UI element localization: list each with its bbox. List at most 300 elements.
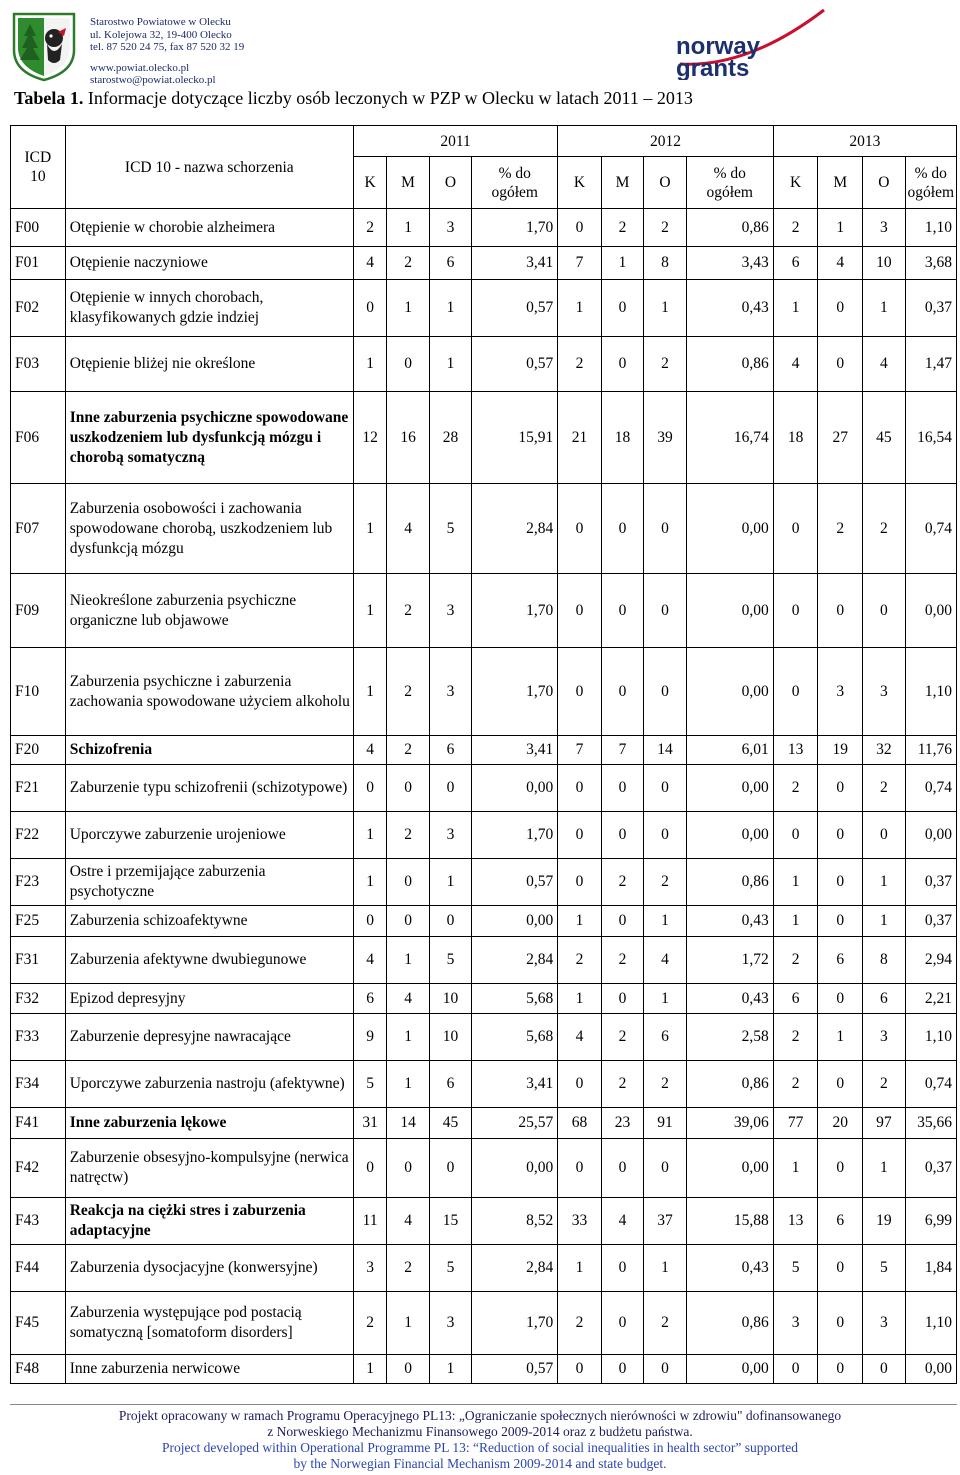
percent-cell: 1,10: [905, 1014, 956, 1061]
count-cell: 3: [773, 1292, 818, 1355]
count-cell: 14: [644, 736, 686, 765]
count-cell: 0: [644, 484, 686, 574]
icd-code-cell: F31: [11, 937, 66, 984]
count-cell: 0: [601, 1139, 643, 1198]
disease-name-cell: Reakcja na ciężki stres i zaburzenia adaptacyjne: [65, 1198, 353, 1245]
percent-cell: 0,00: [686, 765, 773, 812]
icd-code-cell: F42: [11, 1139, 66, 1198]
count-cell: 13: [773, 1198, 818, 1245]
header-o: O: [644, 157, 686, 209]
count-cell: 0: [818, 765, 863, 812]
percent-cell: 0,00: [686, 1355, 773, 1384]
county-crest-icon: [10, 10, 78, 82]
page-header: [0, 0, 960, 90]
count-cell: 32: [863, 736, 905, 765]
count-cell: 0: [558, 574, 602, 648]
count-cell: 0: [644, 812, 686, 859]
count-cell: 8: [863, 937, 905, 984]
disease-name-cell: Zaburzenia osobowości i zachowania spowodowane chorobą, uszkodzeniem lub dysfunkcją mózgu: [65, 484, 353, 574]
count-cell: 2: [818, 484, 863, 574]
percent-cell: 0,00: [686, 484, 773, 574]
count-cell: 45: [429, 1108, 471, 1139]
count-cell: 4: [558, 1014, 602, 1061]
icd-code-cell: F25: [11, 906, 66, 937]
count-cell: 23: [601, 1108, 643, 1139]
count-cell: 3: [818, 648, 863, 736]
count-cell: 0: [863, 574, 905, 648]
percent-cell: 0,43: [686, 280, 773, 337]
count-cell: 1: [773, 859, 818, 906]
count-cell: 3: [863, 1292, 905, 1355]
count-cell: 2: [863, 765, 905, 812]
count-cell: 4: [387, 1198, 429, 1245]
percent-cell: 11,76: [905, 736, 956, 765]
percent-cell: 1,47: [905, 337, 956, 392]
count-cell: 6: [429, 736, 471, 765]
count-cell: 15: [429, 1198, 471, 1245]
count-cell: 6: [353, 984, 387, 1014]
count-cell: 77: [773, 1108, 818, 1139]
count-cell: 16: [387, 392, 429, 484]
count-cell: 0: [387, 859, 429, 906]
count-cell: 1: [558, 984, 602, 1014]
count-cell: 0: [773, 574, 818, 648]
count-cell: 5: [429, 1245, 471, 1292]
percent-cell: 0,86: [686, 1292, 773, 1355]
count-cell: 6: [818, 937, 863, 984]
count-cell: 0: [601, 484, 643, 574]
count-cell: 3: [863, 209, 905, 247]
count-cell: 5: [773, 1245, 818, 1292]
count-cell: 91: [644, 1108, 686, 1139]
count-cell: 8: [644, 247, 686, 280]
table-row: [11, 906, 957, 937]
icd-code-cell: F41: [11, 1108, 66, 1139]
footer-pl-line-1: Projekt opracowany w ramach Programu Operacyjnego PL13: „Ograniczanie społecznych nierówności w zdrowiu" dofinansowanego: [118, 1408, 842, 1423]
count-cell: 1: [353, 484, 387, 574]
percent-cell: 0,37: [905, 1139, 956, 1198]
header-year-2011: 2011: [353, 126, 557, 157]
icd-code-cell: F07: [11, 484, 66, 574]
disease-name-cell: Zaburzenia dysocjacyjne (konwersyjne): [65, 1245, 353, 1292]
count-cell: 5: [429, 484, 471, 574]
count-cell: 3: [429, 209, 471, 247]
count-cell: 0: [644, 648, 686, 736]
count-cell: 1: [353, 859, 387, 906]
count-cell: 1: [429, 1355, 471, 1384]
count-cell: 2: [601, 209, 643, 247]
percent-cell: 2,94: [905, 937, 956, 984]
count-cell: 0: [601, 280, 643, 337]
percent-cell: 0,00: [686, 1139, 773, 1198]
count-cell: 28: [429, 392, 471, 484]
header-o: O: [429, 157, 471, 209]
count-cell: 19: [863, 1198, 905, 1245]
count-cell: 18: [601, 392, 643, 484]
percent-cell: 1,84: [905, 1245, 956, 1292]
count-cell: 1: [387, 280, 429, 337]
count-cell: 21: [558, 392, 602, 484]
percent-cell: 15,88: [686, 1198, 773, 1245]
count-cell: 11: [353, 1198, 387, 1245]
count-cell: 1: [387, 1014, 429, 1061]
count-cell: 4: [353, 937, 387, 984]
count-cell: 1: [773, 280, 818, 337]
disease-name-cell: Uporczywe zaburzenie urojeniowe: [65, 812, 353, 859]
count-cell: 6: [773, 984, 818, 1014]
count-cell: 12: [353, 392, 387, 484]
count-cell: 1: [387, 1292, 429, 1355]
count-cell: 0: [601, 1355, 643, 1384]
count-cell: 6: [429, 247, 471, 280]
count-cell: 3: [429, 574, 471, 648]
count-cell: 1: [773, 906, 818, 937]
icd-code-cell: F48: [11, 1355, 66, 1384]
footer-en-line-2: by the Norwegian Financial Mechanism 2009-2014 and state budget.: [293, 1456, 667, 1471]
percent-cell: 1,72: [686, 937, 773, 984]
percent-cell: 0,00: [686, 812, 773, 859]
percent-cell: 6,01: [686, 736, 773, 765]
count-cell: 1: [353, 337, 387, 392]
header-icd-code: ICD 10: [11, 126, 66, 209]
disease-name-cell: Otępienie naczyniowe: [65, 247, 353, 280]
count-cell: 2: [773, 937, 818, 984]
icd-code-cell: F20: [11, 736, 66, 765]
icd-code-cell: F33: [11, 1014, 66, 1061]
count-cell: 0: [644, 574, 686, 648]
percent-cell: 0,00: [472, 1139, 558, 1198]
count-cell: 2: [558, 337, 602, 392]
count-cell: 1: [644, 280, 686, 337]
count-cell: 0: [601, 906, 643, 937]
percent-cell: 0,86: [686, 337, 773, 392]
table-row: [11, 859, 957, 906]
percent-cell: 25,57: [472, 1108, 558, 1139]
disease-name-cell: Nieokreślone zaburzenia psychiczne organiczne lub objawowe: [65, 574, 353, 648]
header-k: K: [353, 157, 387, 209]
count-cell: 5: [863, 1245, 905, 1292]
count-cell: 19: [818, 736, 863, 765]
count-cell: 0: [558, 209, 602, 247]
count-cell: 0: [387, 337, 429, 392]
icd-code-cell: F21: [11, 765, 66, 812]
count-cell: 31: [353, 1108, 387, 1139]
icd-code-cell: F23: [11, 859, 66, 906]
count-cell: 2: [601, 937, 643, 984]
count-cell: 2: [387, 648, 429, 736]
count-cell: 0: [601, 765, 643, 812]
header-m: M: [387, 157, 429, 209]
count-cell: 0: [601, 984, 643, 1014]
icd-code-cell: F06: [11, 392, 66, 484]
table-row: [11, 1355, 957, 1384]
count-cell: 0: [558, 1139, 602, 1198]
website-link[interactable]: www.powiat.olecko.pl: [90, 61, 190, 74]
norway-grants-logo: [668, 8, 828, 80]
percent-cell: 0,00: [686, 574, 773, 648]
count-cell: 0: [773, 648, 818, 736]
count-cell: 37: [644, 1198, 686, 1245]
count-cell: 1: [429, 337, 471, 392]
count-cell: 0: [818, 1292, 863, 1355]
percent-cell: 0,74: [905, 1061, 956, 1108]
count-cell: 1: [429, 859, 471, 906]
count-cell: 4: [353, 247, 387, 280]
percent-cell: 0,37: [905, 280, 956, 337]
count-cell: 0: [773, 1355, 818, 1384]
count-cell: 45: [863, 392, 905, 484]
count-cell: 2: [644, 859, 686, 906]
count-cell: 0: [353, 906, 387, 937]
count-cell: 0: [601, 574, 643, 648]
icd-code-cell: F03: [11, 337, 66, 392]
count-cell: 10: [863, 247, 905, 280]
disease-name-cell: Ostre i przemijające zaburzenia psychotyczne: [65, 859, 353, 906]
count-cell: 0: [644, 1139, 686, 1198]
percent-cell: 2,21: [905, 984, 956, 1014]
count-cell: 0: [773, 484, 818, 574]
count-cell: 2: [387, 247, 429, 280]
count-cell: 0: [773, 812, 818, 859]
percent-cell: 16,74: [686, 392, 773, 484]
table-row: [11, 574, 957, 648]
count-cell: 0: [818, 574, 863, 648]
count-cell: 2: [863, 484, 905, 574]
count-cell: 4: [863, 337, 905, 392]
count-cell: 2: [353, 209, 387, 247]
table-caption: [14, 88, 693, 109]
percent-cell: 5,68: [472, 1014, 558, 1061]
table-row: [11, 1245, 957, 1292]
count-cell: 0: [601, 648, 643, 736]
table-row: [11, 1061, 957, 1108]
email-link[interactable]: starostwo@powiat.olecko.pl: [90, 74, 216, 86]
percent-cell: 3,41: [472, 247, 558, 280]
header-o: O: [863, 157, 905, 209]
count-cell: 0: [387, 765, 429, 812]
percent-cell: 39,06: [686, 1108, 773, 1139]
caption-label: Tabela 1.: [14, 88, 84, 108]
percent-cell: 6,99: [905, 1198, 956, 1245]
count-cell: 0: [818, 280, 863, 337]
icd-code-cell: F01: [11, 247, 66, 280]
count-cell: 4: [773, 337, 818, 392]
table-row: [11, 1198, 957, 1245]
icd-code-cell: F22: [11, 812, 66, 859]
count-cell: 0: [429, 906, 471, 937]
count-cell: 2: [387, 812, 429, 859]
disease-name-cell: Zaburzenia schizoafektywne: [65, 906, 353, 937]
count-cell: 3: [353, 1245, 387, 1292]
header-disease-name: ICD 10 - nazwa schorzenia: [65, 126, 353, 209]
count-cell: 0: [558, 859, 602, 906]
disease-name-cell: Inne zaburzenia nerwicowe: [65, 1355, 353, 1384]
count-cell: 0: [387, 1355, 429, 1384]
count-cell: 0: [429, 1139, 471, 1198]
percent-cell: 16,54: [905, 392, 956, 484]
count-cell: 0: [818, 1061, 863, 1108]
percent-cell: 5,68: [472, 984, 558, 1014]
count-cell: 2: [773, 765, 818, 812]
disease-name-cell: Zaburzenie depresyjne nawracające: [65, 1014, 353, 1061]
count-cell: 1: [353, 1355, 387, 1384]
count-cell: 3: [429, 812, 471, 859]
percent-cell: 0,37: [905, 906, 956, 937]
count-cell: 4: [387, 984, 429, 1014]
header-k: K: [773, 157, 818, 209]
count-cell: 1: [558, 1245, 602, 1292]
percent-cell: 35,66: [905, 1108, 956, 1139]
percent-cell: 0,86: [686, 859, 773, 906]
percent-cell: 15,91: [472, 392, 558, 484]
count-cell: 0: [558, 812, 602, 859]
count-cell: 3: [429, 1292, 471, 1355]
table-row: [11, 280, 957, 337]
percent-cell: 1,70: [472, 1292, 558, 1355]
count-cell: 0: [818, 337, 863, 392]
footer-divider: [10, 1404, 957, 1405]
count-cell: 2: [558, 937, 602, 984]
count-cell: 2: [601, 1061, 643, 1108]
percent-cell: 1,70: [472, 812, 558, 859]
percent-cell: 0,43: [686, 906, 773, 937]
percent-cell: 2,84: [472, 937, 558, 984]
percent-cell: 0,00: [905, 1355, 956, 1384]
table-row: [11, 337, 957, 392]
count-cell: 3: [863, 648, 905, 736]
percent-cell: 1,10: [905, 648, 956, 736]
count-cell: 0: [601, 1292, 643, 1355]
count-cell: 0: [818, 984, 863, 1014]
count-cell: 13: [773, 736, 818, 765]
table-body: [11, 209, 957, 1384]
count-cell: 1: [863, 280, 905, 337]
count-cell: 2: [387, 736, 429, 765]
count-cell: 1: [863, 906, 905, 937]
disease-name-cell: Zaburzenie typu schizofrenii (schizotypowe): [65, 765, 353, 812]
percent-cell: 1,10: [905, 209, 956, 247]
count-cell: 1: [818, 1014, 863, 1061]
count-cell: 0: [558, 1355, 602, 1384]
count-cell: 0: [558, 484, 602, 574]
count-cell: 0: [818, 1245, 863, 1292]
footer-en-line-1: Project developed within Operational Programme PL 13: “Reduction of social inequalities in health sector” supported: [161, 1440, 799, 1455]
count-cell: 2: [387, 574, 429, 648]
address-line: tel. 87 520 24 75, fax 87 520 32 19: [90, 41, 245, 53]
count-cell: 0: [353, 765, 387, 812]
count-cell: 1: [353, 648, 387, 736]
address-line: Starostwo Powiatowe w Olecku: [90, 16, 231, 28]
footer-pl-line-2: z Norweskiego Mechanizmu Finansowego 2009-2014 oraz z budżetu państwa.: [267, 1424, 693, 1439]
percent-cell: 3,41: [472, 736, 558, 765]
page-footer: [0, 1408, 960, 1472]
count-cell: 3: [863, 1014, 905, 1061]
count-cell: 10: [429, 1014, 471, 1061]
icd-code-cell: F45: [11, 1292, 66, 1355]
count-cell: 1: [863, 859, 905, 906]
count-cell: 6: [773, 247, 818, 280]
count-cell: 0: [387, 1139, 429, 1198]
table-row: [11, 392, 957, 484]
percent-cell: 0,57: [472, 859, 558, 906]
count-cell: 2: [644, 337, 686, 392]
count-cell: 0: [818, 906, 863, 937]
disease-name-cell: Schizofrenia: [65, 736, 353, 765]
table-row: [11, 1139, 957, 1198]
icd-code-cell: F00: [11, 209, 66, 247]
count-cell: 0: [387, 906, 429, 937]
disease-name-cell: Zaburzenia psychiczne i zaburzenia zachowania spowodowane użyciem alkoholu: [65, 648, 353, 736]
table-row: [11, 937, 957, 984]
disease-name-cell: Inne zaburzenia lękowe: [65, 1108, 353, 1139]
percent-cell: 3,43: [686, 247, 773, 280]
icd-code-cell: F10: [11, 648, 66, 736]
header-pct: % do ogółem: [905, 157, 956, 209]
count-cell: 9: [353, 1014, 387, 1061]
table-row: [11, 247, 957, 280]
count-cell: 68: [558, 1108, 602, 1139]
disease-name-cell: Zaburzenie obsesyjno-kompulsyjne (nerwica natręctw): [65, 1139, 353, 1198]
count-cell: 0: [558, 765, 602, 812]
count-cell: 4: [644, 937, 686, 984]
count-cell: 39: [644, 392, 686, 484]
count-cell: 2: [644, 209, 686, 247]
count-cell: 1: [818, 209, 863, 247]
percent-cell: 0,00: [472, 906, 558, 937]
count-cell: 0: [863, 812, 905, 859]
header-year-2013: 2013: [773, 126, 956, 157]
address-line: ul. Kolejowa 32, 19-400 Olecko: [90, 28, 232, 41]
count-cell: 1: [644, 1245, 686, 1292]
count-cell: 2: [387, 1245, 429, 1292]
count-cell: 0: [353, 280, 387, 337]
count-cell: 1: [429, 280, 471, 337]
count-cell: 5: [353, 1061, 387, 1108]
count-cell: 1: [387, 1061, 429, 1108]
count-cell: 33: [558, 1198, 602, 1245]
disease-name-cell: Uporczywe zaburzenia nastroju (afektywne): [65, 1061, 353, 1108]
header-year-2012: 2012: [558, 126, 774, 157]
count-cell: 0: [818, 859, 863, 906]
count-cell: 7: [601, 736, 643, 765]
icd-code-cell: F43: [11, 1198, 66, 1245]
count-cell: 2: [601, 1014, 643, 1061]
count-cell: 0: [601, 812, 643, 859]
header-m: M: [601, 157, 643, 209]
table-row: [11, 984, 957, 1014]
icd-code-cell: F32: [11, 984, 66, 1014]
count-cell: 6: [429, 1061, 471, 1108]
count-cell: 18: [773, 392, 818, 484]
table-row: [11, 484, 957, 574]
count-cell: 27: [818, 392, 863, 484]
logo-word-1: norway: [676, 33, 761, 60]
table-row: [11, 209, 957, 247]
count-cell: 0: [601, 1245, 643, 1292]
count-cell: 0: [558, 1061, 602, 1108]
count-cell: 2: [353, 1292, 387, 1355]
percent-cell: 1,70: [472, 648, 558, 736]
percent-cell: 0,00: [472, 765, 558, 812]
table-row: [11, 1014, 957, 1061]
count-cell: 5: [429, 937, 471, 984]
count-cell: 2: [644, 1292, 686, 1355]
count-cell: 6: [818, 1198, 863, 1245]
count-cell: 2: [773, 209, 818, 247]
table-row: [11, 765, 957, 812]
percent-cell: 0,57: [472, 337, 558, 392]
patients-table: [10, 125, 957, 1384]
